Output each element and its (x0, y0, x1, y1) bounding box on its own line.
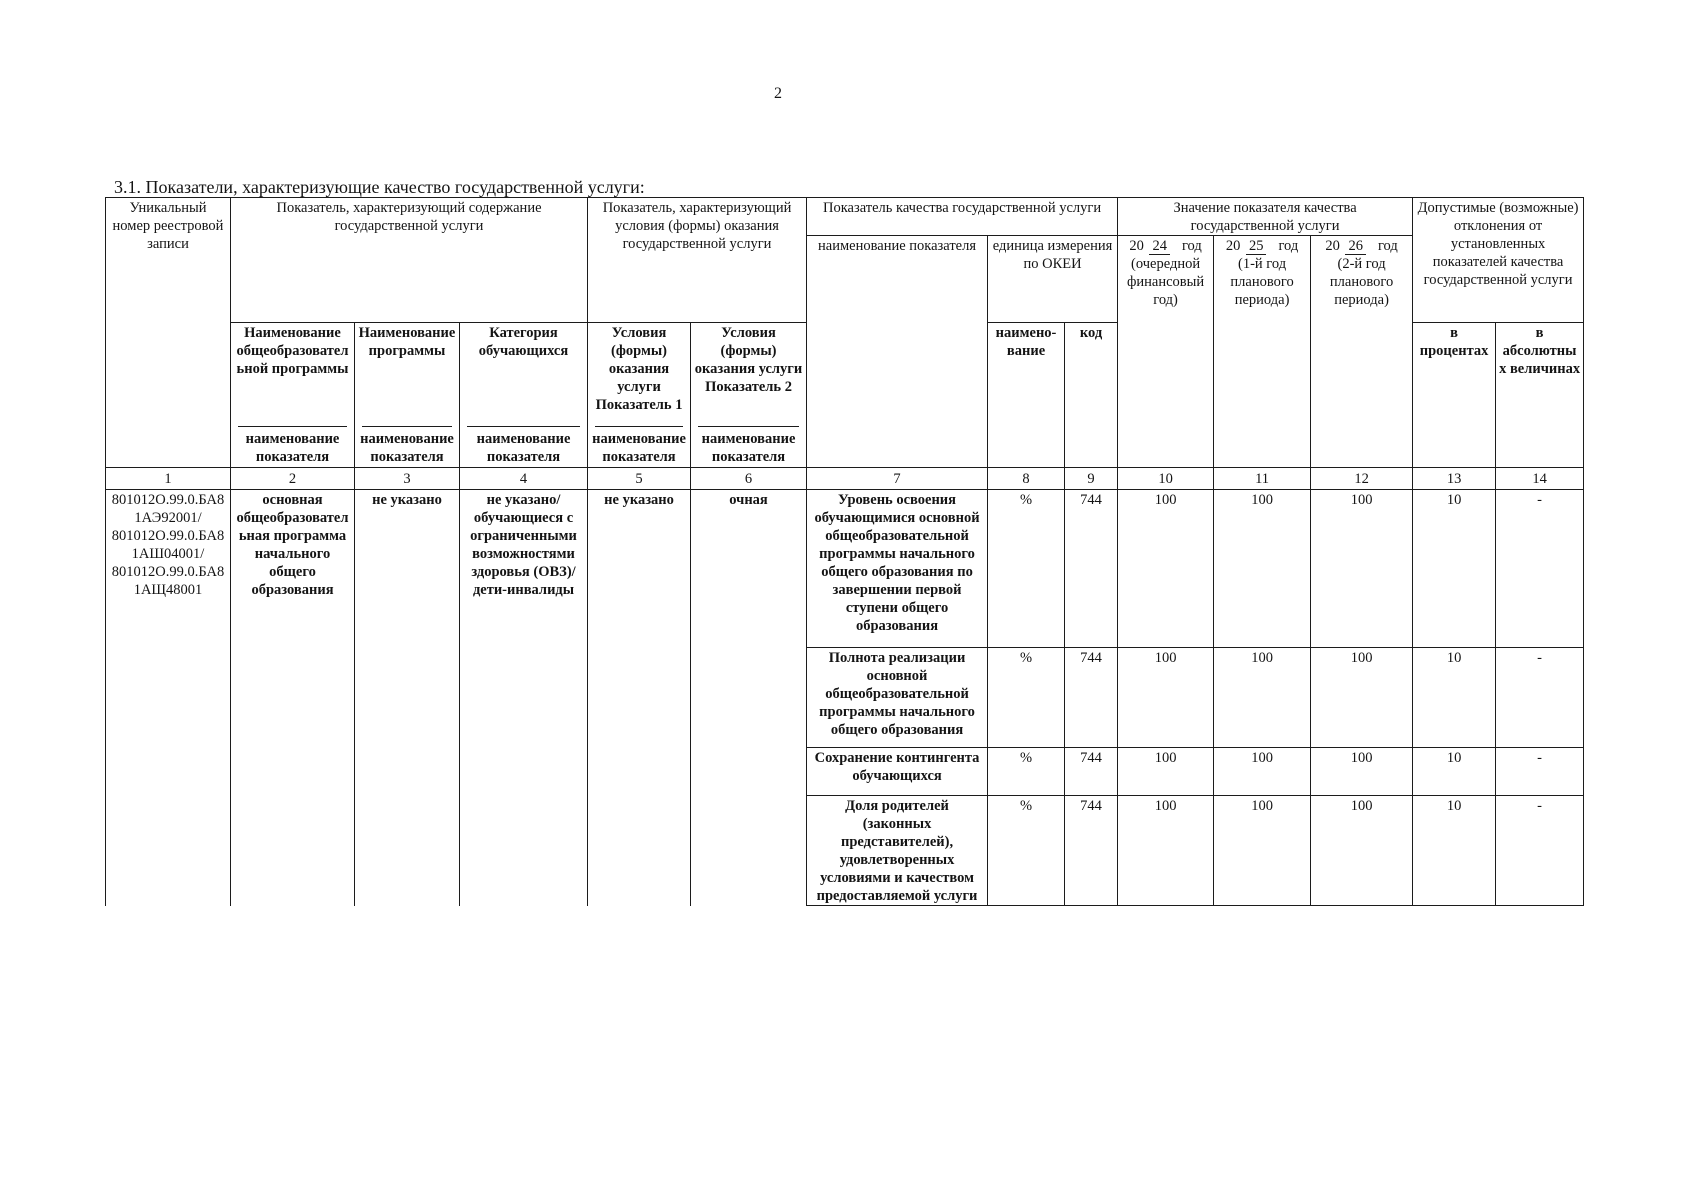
header-subcolumn-5 (691, 323, 807, 468)
quality-indicators-table (105, 197, 1584, 906)
year-line (1121, 237, 1210, 255)
cell-deviation-percent: 10 (1413, 490, 1496, 648)
header-subcolumn-4 (588, 323, 691, 468)
year-word: год (1181, 238, 1202, 254)
cell-value-2024: 100 (1118, 490, 1214, 648)
table-row (106, 490, 1584, 648)
cell-value-2026: 100 (1311, 748, 1413, 796)
cell-deviation-absolute: - (1496, 648, 1584, 748)
year-word: год (1278, 238, 1299, 254)
header-deviation-percent: в процентах (1413, 323, 1496, 468)
header-conditions-indicator: Показатель, характеризующий условия (формы) оказания государственной услуги (588, 198, 807, 323)
cell-indicator: Доля родителей (законных представителей), удовлетворенных условиями и качеством предоставляемой услуги (807, 796, 988, 906)
cell-unit-name: % (988, 748, 1065, 796)
subcolumn-label: Категория обучающихся (478, 325, 569, 359)
column-number: 11 (1214, 468, 1311, 490)
subcolumn-sub-label: наименование показателя (245, 431, 340, 465)
cell-deviation-percent: 10 (1413, 648, 1496, 748)
cell-unit-code: 744 (1065, 490, 1118, 648)
registry-number-line: 801012О.99.0.БА81АЩ48001 (111, 564, 225, 598)
header-year-2024 (1118, 236, 1214, 468)
cell-program: основная общеобразовательная программа начального общего образования (231, 490, 355, 906)
header-subcolumn-3 (460, 323, 588, 468)
cell-unit-code: 744 (1065, 748, 1118, 796)
cell-indicator: Сохранение контингента обучающихся (807, 748, 988, 796)
page-number: 2 (774, 85, 782, 102)
cell-unit-name: % (988, 648, 1065, 748)
column-number-row (106, 468, 1584, 490)
header-subcolumn-2 (355, 323, 460, 468)
subcolumn-sub-label: наименование показателя (476, 431, 571, 465)
subcolumn-underline (698, 426, 799, 427)
cell-value-2025: 100 (1214, 490, 1311, 648)
header-subcolumn-1 (231, 323, 355, 468)
year-word: год (1377, 238, 1398, 254)
cell-value-2024: 100 (1118, 796, 1214, 906)
column-number: 3 (355, 468, 460, 490)
column-number: 10 (1118, 468, 1214, 490)
subcolumn-underline (362, 426, 452, 427)
header-unit-okei: единица измерения по ОКЕИ (988, 236, 1118, 323)
column-number: 4 (460, 468, 588, 490)
subcolumn-label: Условия (формы) оказания услуги Показатель 2 (694, 325, 803, 395)
cell-value-2025: 100 (1214, 796, 1311, 906)
header-quality-value: Значение показателя качества государственной услуги (1118, 198, 1413, 236)
registry-number-line: 801012О.99.0.БА81АЭ92001/ (111, 492, 225, 526)
header-registry-number: Уникальный номер реестровой записи (106, 198, 231, 468)
header-indicator-name: наименование показателя (807, 236, 988, 468)
year-line (1217, 237, 1307, 255)
column-number: 12 (1311, 468, 1413, 490)
column-number: 2 (231, 468, 355, 490)
cell-deviation-percent: 10 (1413, 748, 1496, 796)
header-quality-indicator: Показатель качества государственной услуги (807, 198, 1118, 236)
header-content-indicator: Показатель, характеризующий содержание государственной услуги (231, 198, 588, 323)
cell-value-2024: 100 (1118, 748, 1214, 796)
column-number: 7 (807, 468, 988, 490)
column-number: 9 (1065, 468, 1118, 490)
column-number: 6 (691, 468, 807, 490)
subcolumn-underline (238, 426, 347, 427)
header-year-2026 (1311, 236, 1413, 468)
year-prefix: 20 (1325, 238, 1340, 254)
section-title: 3.1. Показатели, характеризующие качество государственной услуги: (114, 177, 645, 197)
header-deviations: Допустимые (возможные) отклонения от установленных показателей качества государственной услуги (1413, 198, 1584, 323)
subcolumn-label: Условия (формы) оказания услуги Показатель 1 (595, 325, 683, 413)
year-note: (очередной финансовый год) (1126, 256, 1205, 308)
subcolumn-sub-label: наименование показателя (701, 431, 796, 465)
cell-condition-2: очная (691, 490, 807, 906)
year-underlined: 24 (1149, 238, 1170, 255)
cell-unit-code: 744 (1065, 648, 1118, 748)
column-number: 14 (1496, 468, 1584, 490)
header-deviation-absolute: в абсолютных величинах (1496, 323, 1584, 468)
year-note: (2-й год планового периода) (1329, 256, 1394, 308)
cell-value-2025: 100 (1214, 648, 1311, 748)
subcolumn-sub-label: наименование показателя (360, 431, 454, 465)
cell-deviation-percent: 10 (1413, 796, 1496, 906)
cell-value-2024: 100 (1118, 648, 1214, 748)
column-number: 13 (1413, 468, 1496, 490)
cell-program-name: не указано (355, 490, 460, 906)
registry-number-line: 801012О.99.0.БА81АШ04001/ (111, 528, 225, 562)
cell-deviation-absolute: - (1496, 748, 1584, 796)
subcolumn-label: Наименование общеобразовательной программы (236, 325, 349, 377)
cell-unit-name: % (988, 490, 1065, 648)
column-number: 5 (588, 468, 691, 490)
year-underlined: 26 (1345, 238, 1366, 255)
subcolumn-sub-label: наименование показателя (592, 431, 686, 465)
cell-indicator: Полнота реализации основной общеобразовательной программы начального общего образования (807, 648, 988, 748)
cell-value-2026: 100 (1311, 490, 1413, 648)
cell-deviation-absolute: - (1496, 490, 1584, 648)
cell-unit-code: 744 (1065, 796, 1118, 906)
column-number: 8 (988, 468, 1065, 490)
year-line (1314, 237, 1409, 255)
subcolumn-label: Наименование программы (358, 325, 456, 359)
cell-deviation-absolute: - (1496, 796, 1584, 906)
cell-value-2026: 100 (1311, 648, 1413, 748)
cell-student-category: не указано/ обучающиеся с ограниченными возможностями здоровья (ОВЗ)/ дети-инвалиды (460, 490, 588, 906)
subcolumn-underline (595, 426, 683, 427)
header-year-2025 (1214, 236, 1311, 468)
year-prefix: 20 (1129, 238, 1144, 254)
header-unit-code: код (1065, 323, 1118, 468)
cell-registry-number (106, 490, 231, 906)
header-row (106, 198, 1584, 236)
header-unit-name: наимено- вание (988, 323, 1065, 468)
cell-value-2026: 100 (1311, 796, 1413, 906)
year-note: (1-й год планового периода) (1230, 256, 1294, 308)
cell-indicator: Уровень освоения обучающимися основной общеобразовательной программы начального общего образования по завершении первой ступени общего образования (807, 490, 988, 648)
cell-unit-name: % (988, 796, 1065, 906)
subcolumn-underline (467, 426, 580, 427)
year-underlined: 25 (1246, 238, 1267, 255)
column-number: 1 (106, 468, 231, 490)
cell-value-2025: 100 (1214, 748, 1311, 796)
year-prefix: 20 (1225, 238, 1241, 254)
cell-condition-1: не указано (588, 490, 691, 906)
